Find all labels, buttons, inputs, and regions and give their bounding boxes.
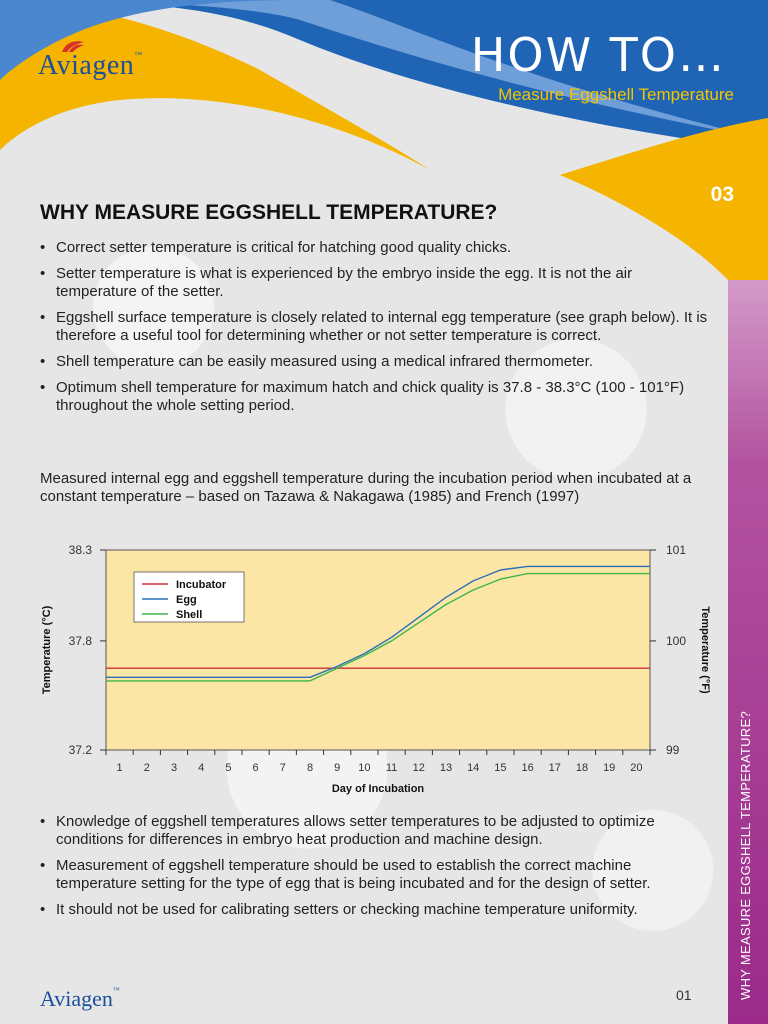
list-item: • Measurement of eggshell temperature should be used to establish the correct machine temperature setting for the type of egg that is being incubated and for the design of setter. <box>38 857 708 893</box>
list-item: • It should not be used for calibrating setters or checking machine temperature uniformity. <box>38 901 708 919</box>
y-tick-label-left: 37.8 <box>68 633 92 648</box>
chart-caption: Measured internal egg and eggshell temperature during the incubation period when incubated at a constant temperature – based on Tazawa & Nakagawa (1985) and French (1997) <box>40 470 692 505</box>
y-axis-label-right: Temperature (°F) <box>699 606 711 694</box>
x-tick-label: 7 <box>279 762 286 774</box>
y-tick-label-right: 101 <box>666 543 687 557</box>
list-item: • Setter temperature is what is experienced by the embryo inside the egg. It is not the air temperature of the setter. <box>38 265 708 301</box>
x-tick-label: 17 <box>548 762 561 774</box>
y-tick-label-left: 37.2 <box>68 743 92 757</box>
list-item: • Knowledge of eggshell temperatures allows setter temperatures to be adjusted to optimize conditions for differences in embryo heat production and machine design. <box>38 813 708 849</box>
x-tick-label: 9 <box>334 762 341 774</box>
x-tick-label: 3 <box>170 762 178 774</box>
x-tick-label: 6 <box>252 762 259 774</box>
page-title: HOW TO… <box>470 28 726 82</box>
side-label: WHY MEASURE EGGSHELL TEMPERATURE? <box>738 711 753 1000</box>
x-tick-label: 11 <box>385 762 398 774</box>
y-tick-label-right: 99 <box>666 743 680 757</box>
legend-label: Incubator <box>176 579 227 591</box>
y-tick-label-left: 38.3 <box>68 543 92 557</box>
list-item: • Correct setter temperature is critical for hatching good quality chicks. <box>38 239 708 257</box>
x-tick-label: 13 <box>439 762 453 774</box>
list-item: • Shell temperature can be easily measured using a medical infrared thermometer. <box>38 353 708 371</box>
aviagen-logo: Aviagen™ <box>38 50 143 81</box>
temperature-chart <box>40 538 720 798</box>
page-number: 01 <box>676 987 692 1003</box>
list-item: • Eggshell surface temperature is closely related to internal egg temperature (see graph below). It is therefore a useful tool for determining whether or not setter temperature is correct. <box>38 309 708 345</box>
page-subtitle: Measure Eggshell Temperature <box>498 85 734 104</box>
x-tick-label: 10 <box>358 762 371 774</box>
x-tick-label: 12 <box>412 762 425 774</box>
bullet-list-top <box>38 239 708 423</box>
bullet-list-bottom <box>38 813 708 927</box>
legend-label: Shell <box>176 609 203 621</box>
x-tick-label: 2 <box>143 762 150 774</box>
x-tick-label: 16 <box>521 762 534 774</box>
x-tick-label: 8 <box>306 762 314 774</box>
x-tick-label: 20 <box>630 762 643 774</box>
x-tick-label: 4 <box>198 762 205 774</box>
footer-logo: Aviagen™ <box>40 986 120 1011</box>
section-heading: WHY MEASURE EGGSHELL TEMPERATURE? <box>40 201 498 224</box>
x-axis-label: Day of Incubation <box>331 783 425 795</box>
legend-label: Egg <box>176 594 197 606</box>
x-tick-label: 5 <box>225 762 232 774</box>
x-tick-label: 1 <box>116 762 123 774</box>
x-tick-label: 18 <box>575 762 589 774</box>
list-item: • Optimum shell temperature for maximum hatch and chick quality is 37.8 - 38.3°C (100 - 101°F) throughout the whole setting period. <box>38 379 708 415</box>
x-tick-label: 19 <box>603 762 616 774</box>
section-number: 03 <box>710 183 734 206</box>
x-tick-label: 15 <box>494 762 507 774</box>
y-tick-label-right: 100 <box>666 633 687 648</box>
y-axis-label-left: Temperature (°C) <box>41 605 53 695</box>
x-tick-label: 14 <box>467 762 480 774</box>
